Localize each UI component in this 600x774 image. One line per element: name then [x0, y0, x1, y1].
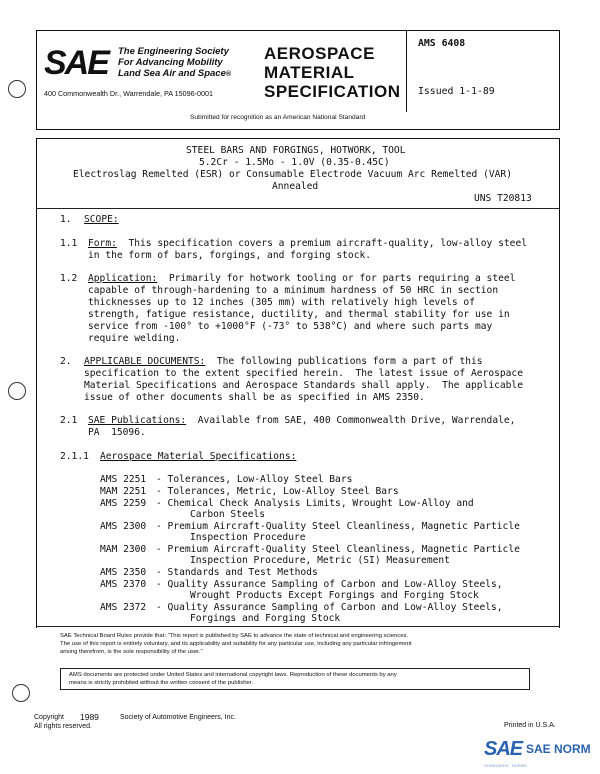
copyright-notice-box: [60, 668, 530, 690]
ams-desc: - Tolerances, Low-Alloy Steel Bars: [156, 474, 353, 485]
section-2-number: 2.: [60, 356, 72, 367]
copyright-notice-line-1: AMS documents are protected under United States and international copyright laws. Reproduction of these documents by any: [69, 672, 397, 678]
section-2-1-line-1: SAE Publications: Available from SAE, 400 Commonwealth Drive, Warrendale,: [88, 415, 516, 426]
policy-line-2: The use of this report is entirely voluntary, and its applicability and suitability for any particular use, including any particular infringement: [60, 641, 412, 647]
section-2-1-number: 2.1: [60, 415, 78, 426]
ams-code: AMS 2251: [100, 474, 147, 485]
sae-logo-text: SAE: [44, 44, 108, 82]
section-1-2-line-5: service from -100° to +1000°F (-73° to 538°C) and where such parts may: [88, 321, 493, 332]
registered-mark: ®: [225, 71, 232, 78]
binder-hole-middle: [8, 382, 26, 400]
ams-code: AMS 2370: [100, 579, 147, 590]
policy-note: [60, 632, 560, 656]
ams-code: AMS 2259: [100, 498, 147, 509]
org-line-1: The Engineering Society: [118, 46, 229, 57]
org-name: [118, 46, 231, 80]
ams-code: MAM 2251: [100, 486, 147, 497]
section-1-1-line-1: Form: This specification covers a premium aircraft-quality, low-alloy steel: [88, 238, 527, 249]
section-2-line-4: issue of other documents shall be as specified in AMS 2350.: [84, 392, 425, 403]
section-2-line-1: APPLICABLE DOCUMENTS: The following publications form a part of this: [84, 356, 483, 367]
spec-title-line-3: SPECIFICATION: [264, 82, 401, 101]
copyright-society: Society of Automotive Engineers, Inc.: [120, 714, 236, 721]
section-2-1-1-title: Aerospace Material Specifications:: [100, 451, 297, 462]
org-line-3: Land Sea Air and Space®: [118, 68, 232, 79]
section-1-1-line-2: in the form of bars, forgings, and forging stock.: [88, 250, 372, 261]
copyright-year: 1989: [80, 712, 99, 722]
ams-desc-cont: Forgings and Forging Stock: [190, 613, 341, 624]
section-2-1-line-2: PA 15096.: [88, 427, 146, 438]
section-2-1-title: SAE Publications:: [88, 415, 187, 426]
section-1-1-number: 1.1: [60, 238, 78, 249]
material-title-4: Annealed: [272, 181, 319, 192]
ams-desc: - Tolerances, Metric, Low-Alloy Steel Bars: [156, 486, 399, 497]
issue-date: Issued 1-1-89: [418, 86, 495, 97]
ams-desc: - Standards and Test Methods: [156, 567, 318, 578]
binder-hole-bottom: [12, 684, 30, 702]
watermark-subtext: STANDARDS · NORMS: [484, 763, 527, 768]
printed-in: Printed in U.S.A.: [504, 722, 556, 729]
ams-desc-cont: Wrought Products Except Forgings and Forging Stock: [190, 590, 479, 601]
org-address: 400 Commonwealth Dr., Warrendale, PA 15096-0001: [44, 89, 213, 98]
section-1-2-number: 1.2: [60, 273, 78, 284]
ams-desc-cont: Carbon Steels: [190, 509, 266, 520]
section-1-2-line-3: thicknesses up to 12 inches (305 mm) with relatively high levels of: [88, 297, 475, 308]
binder-hole-top: [8, 80, 26, 98]
watermark-text: SAE NORM: [526, 742, 591, 756]
ams-desc: - Quality Assurance Sampling of Carbon and Low-Alloy Steels,: [156, 579, 503, 590]
policy-line-1: SAE Technical Board Rules provide that: "This report is published by SAE to advance the state of technical and engineering sciences.: [60, 633, 409, 639]
ams-code: AMS 2350: [100, 567, 147, 578]
spec-title-line-2: MATERIAL: [264, 63, 355, 82]
section-2-title: APPLICABLE DOCUMENTS:: [84, 356, 206, 367]
spec-title: [264, 44, 401, 101]
ams-desc: - Quality Assurance Sampling of Carbon and Low-Alloy Steels,: [156, 602, 503, 613]
submitted-note: Submitted for recognition as an American National Standard: [190, 114, 366, 121]
rights-reserved: All rights reserved.: [34, 723, 92, 730]
section-1-2-line-6: require welding.: [88, 333, 181, 344]
uns-number: UNS T20813: [474, 193, 532, 204]
ams-code: AMS 2372: [100, 602, 147, 613]
section-1-number: 1.: [60, 214, 72, 225]
ams-desc: - Premium Aircraft-Quality Steel Cleanliness, Magnetic Particle: [156, 521, 520, 532]
section-1-2-line-1: Application: Primarily for hotwork tooling or for parts requiring a steel: [88, 273, 516, 284]
ams-desc: - Chemical Check Analysis Limits, Wrought Low-Alloy and: [156, 498, 474, 509]
ams-desc: - Premium Aircraft-Quality Steel Cleanliness, Magnetic Particle: [156, 544, 520, 555]
material-title-1: STEEL BARS AND FORGINGS, HOTWORK, TOOL: [186, 145, 406, 156]
ams-desc-cont: Inspection Procedure, Metric (SI) Measurement: [190, 555, 450, 566]
watermark-logo: SAE: [484, 738, 523, 760]
section-2-line-2: specification to the extent specified herein. The latest issue of Aerospace: [84, 368, 523, 379]
ams-code: MAM 2300: [100, 544, 147, 555]
section-2-1-1-number: 2.1.1: [60, 451, 89, 462]
material-title-3: Electroslag Remelted (ESR) or Consumable Electrode Vacuum Arc Remelted (VAR): [73, 169, 512, 180]
section-1-2-title: Application:: [88, 273, 158, 284]
header-divider: [406, 30, 407, 112]
section-1-1-title: Form:: [88, 238, 117, 249]
sae-norm-watermark: [484, 738, 596, 772]
section-2-line-3: Material Specifications and Aerospace Standards shall apply. The applicable: [84, 380, 523, 391]
ams-code: AMS 2300: [100, 521, 147, 532]
title-separator: [36, 208, 560, 209]
section-1-2-line-2: capable of through-hardening to a minimum hardness of 50 HRC in section: [88, 285, 499, 296]
org-line-2: For Advancing Mobility: [118, 57, 223, 68]
policy-line-3: arising therefrom, is the sole responsibility of the user.": [60, 649, 203, 655]
section-1-2-line-4: strength, fatigue resistance, ductility, and thermal stability for use in: [88, 309, 510, 320]
ams-desc-cont: Inspection Procedure: [190, 532, 306, 543]
spec-title-line-1: AEROSPACE: [264, 44, 375, 63]
section-1-title: SCOPE:: [84, 214, 119, 225]
sae-logo: [44, 46, 108, 80]
material-title-2: 5.2Cr - 1.5Mo - 1.0V (0.35-0.45C): [199, 157, 390, 168]
body-bottom-rule: [36, 626, 560, 627]
doc-number: AMS 6408: [418, 38, 466, 49]
copyright-notice-line-2: means is strictly prohibited without the written consent of the publisher.: [69, 680, 254, 686]
copyright-word: Copyright: [34, 714, 64, 721]
